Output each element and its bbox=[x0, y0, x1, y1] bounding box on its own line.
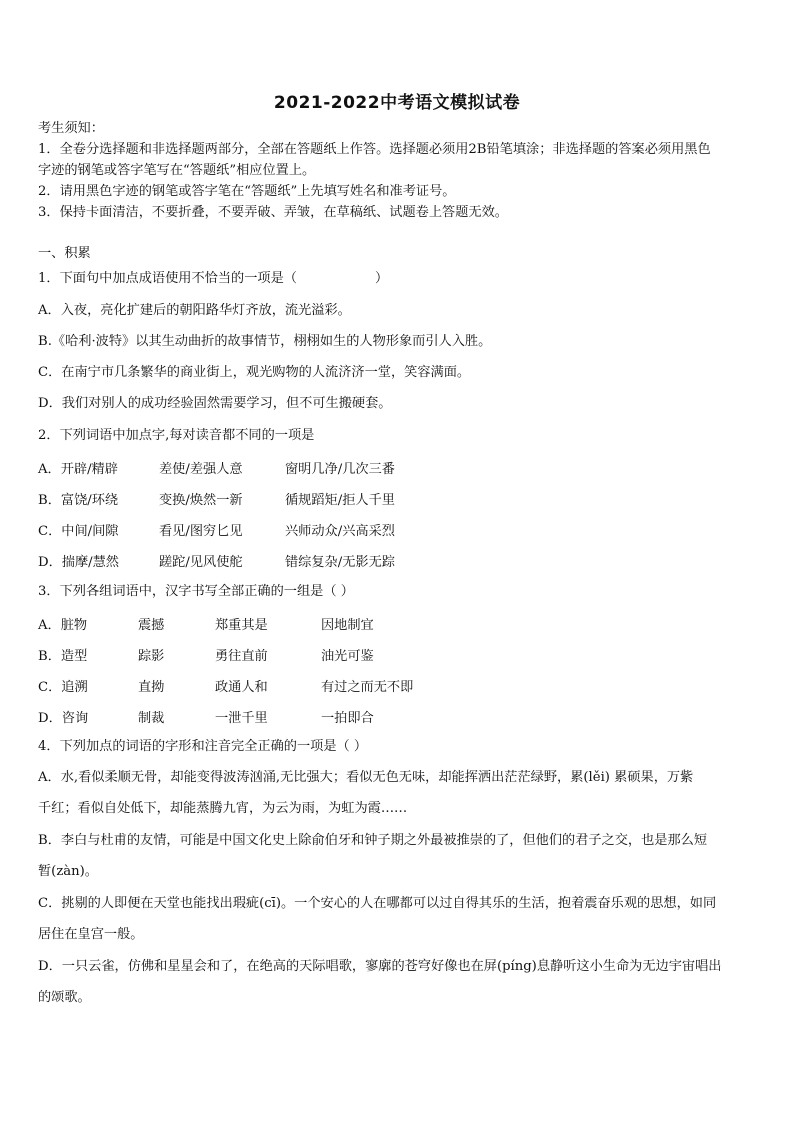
question-2-stem: 2．下列词语中加点字,每对读音都不同的一项是 bbox=[38, 428, 315, 443]
option-cell: 震撼 bbox=[138, 618, 165, 633]
question-4-line: D．一只云雀，仿佛和星星会和了，在绝高的天际唱歌，寥廓的苍穹好像也在屏(píng)息静听这小生命为无边宇宙唱出 bbox=[38, 959, 722, 974]
question-1-option-c: C．在南宁市几条繁华的商业街上，观光购物的人流济济一堂，笑容满面。 bbox=[38, 365, 471, 380]
option-cell: 一泄千里 bbox=[215, 711, 268, 726]
option-cell: 一拍即合 bbox=[321, 711, 374, 726]
question-4-line: A．水,看似柔顺无骨，却能变得波涛汹涌,无比强大；看似无色无味，却能挥洒出茫茫绿野，累(lěi) 累硕果，万紫 bbox=[38, 770, 694, 785]
option-cell: 制裁 bbox=[138, 711, 165, 726]
question-4-stem: 4．下列加点的词语的字形和注音完全正确的一项是（ ） bbox=[38, 739, 368, 754]
option-cell: 因地制宜 bbox=[321, 618, 374, 633]
question-4-line: 居住在皇宫一般。 bbox=[38, 927, 144, 942]
option-cell: 踪影 bbox=[138, 649, 165, 664]
question-1-option-a: A．入夜，亮化扩建后的朝阳路华灯齐放，流光溢彩。 bbox=[38, 303, 351, 318]
option-cell: 错综复杂/无影无踪 bbox=[285, 555, 395, 570]
option-cell: 循规蹈矩/拒人千里 bbox=[285, 493, 395, 508]
option-cell: 差使/差强人意 bbox=[159, 462, 243, 477]
question-4-line: 千红；看似自处低下，却能蒸腾九宵，为云为雨，为虹为霞…… bbox=[38, 801, 408, 816]
question-4-line: 的颂歌。 bbox=[38, 990, 91, 1005]
notice-item: 2．请用黑色字迹的钢笔或答字笔在“答题纸”上先填写姓名和准考证号。 bbox=[38, 184, 456, 199]
page-title: 2021-2022中考语文模拟试卷 bbox=[273, 93, 521, 113]
notice-item: 3．保持卡面清洁，不要折叠，不要弄破、弄皱，在草稿纸、试题卷上答题无效。 bbox=[38, 205, 508, 220]
question-4-line: 暂(zàn)。 bbox=[38, 864, 98, 879]
option-cell: 蹉跎/见风使舵 bbox=[159, 555, 243, 570]
option-cell: 直拗 bbox=[138, 680, 165, 695]
question-4-line: C．挑剔的人即便在天堂也能找出瑕疵(cī)。一个安心的人在哪都可以过自得其乐的生活，抱着震奋乐观的思想，如同 bbox=[38, 896, 717, 911]
option-cell: B．富饶/环绕 bbox=[38, 493, 119, 508]
notice-item: 字迹的钢笔或答字笔写在“答题纸”相应位置上。 bbox=[38, 163, 316, 178]
question-4-line: B．李白与杜甫的友情，可能是中国文化史上除俞伯牙和钟子期之外最被推崇的了，但他们的君子之交，也是那么短 bbox=[38, 833, 708, 848]
option-cell: 有过之而无不即 bbox=[321, 680, 414, 695]
option-cell: 政通人和 bbox=[215, 680, 268, 695]
option-cell: C．追溯 bbox=[38, 680, 88, 695]
option-cell: 勇往直前 bbox=[215, 649, 268, 664]
option-cell: D．咨询 bbox=[38, 711, 89, 726]
option-cell: C．中间/间隙 bbox=[38, 524, 119, 539]
option-cell: A．脏物 bbox=[38, 618, 88, 633]
option-cell: 变换/焕然一新 bbox=[159, 493, 243, 508]
option-cell: 兴师动众/兴高采烈 bbox=[285, 524, 395, 539]
option-cell: 油光可鉴 bbox=[321, 649, 374, 664]
option-cell: B．造型 bbox=[38, 649, 88, 664]
option-cell: D．揣摩/慧然 bbox=[38, 555, 119, 570]
question-stem-end: ） bbox=[374, 271, 389, 286]
question-1-option-b: B.《哈利·波特》以其生动曲折的故事情节，栩栩如生的人物形象而引人入胜。 bbox=[38, 334, 492, 349]
notice-heading: 考生须知： bbox=[38, 121, 104, 136]
option-cell: 窗明几净/几次三番 bbox=[285, 462, 395, 477]
notice-item: 1．全卷分选择题和非选择题两部分，全部在答题纸上作答。选择题必须用2B铅笔填涂；非选择题的答案必须用黑色 bbox=[38, 142, 711, 157]
question-1-stem bbox=[38, 270, 388, 288]
question-stem-text: 1．下面句中加点成语使用不恰当的一项是（ bbox=[38, 271, 297, 286]
option-cell: 看见/图穷匕见 bbox=[159, 524, 243, 539]
question-1-option-d: D．我们对别人的成功经验固然需要学习，但不可生搬硬套。 bbox=[38, 396, 392, 411]
option-cell: 郑重其是 bbox=[215, 618, 268, 633]
question-3-stem: 3．下列各组词语中，汉字书写全部正确的一组是（ ） bbox=[38, 584, 354, 599]
section-heading: 一、积累 bbox=[38, 246, 91, 261]
option-cell: A．开辟/精辟 bbox=[38, 462, 118, 477]
